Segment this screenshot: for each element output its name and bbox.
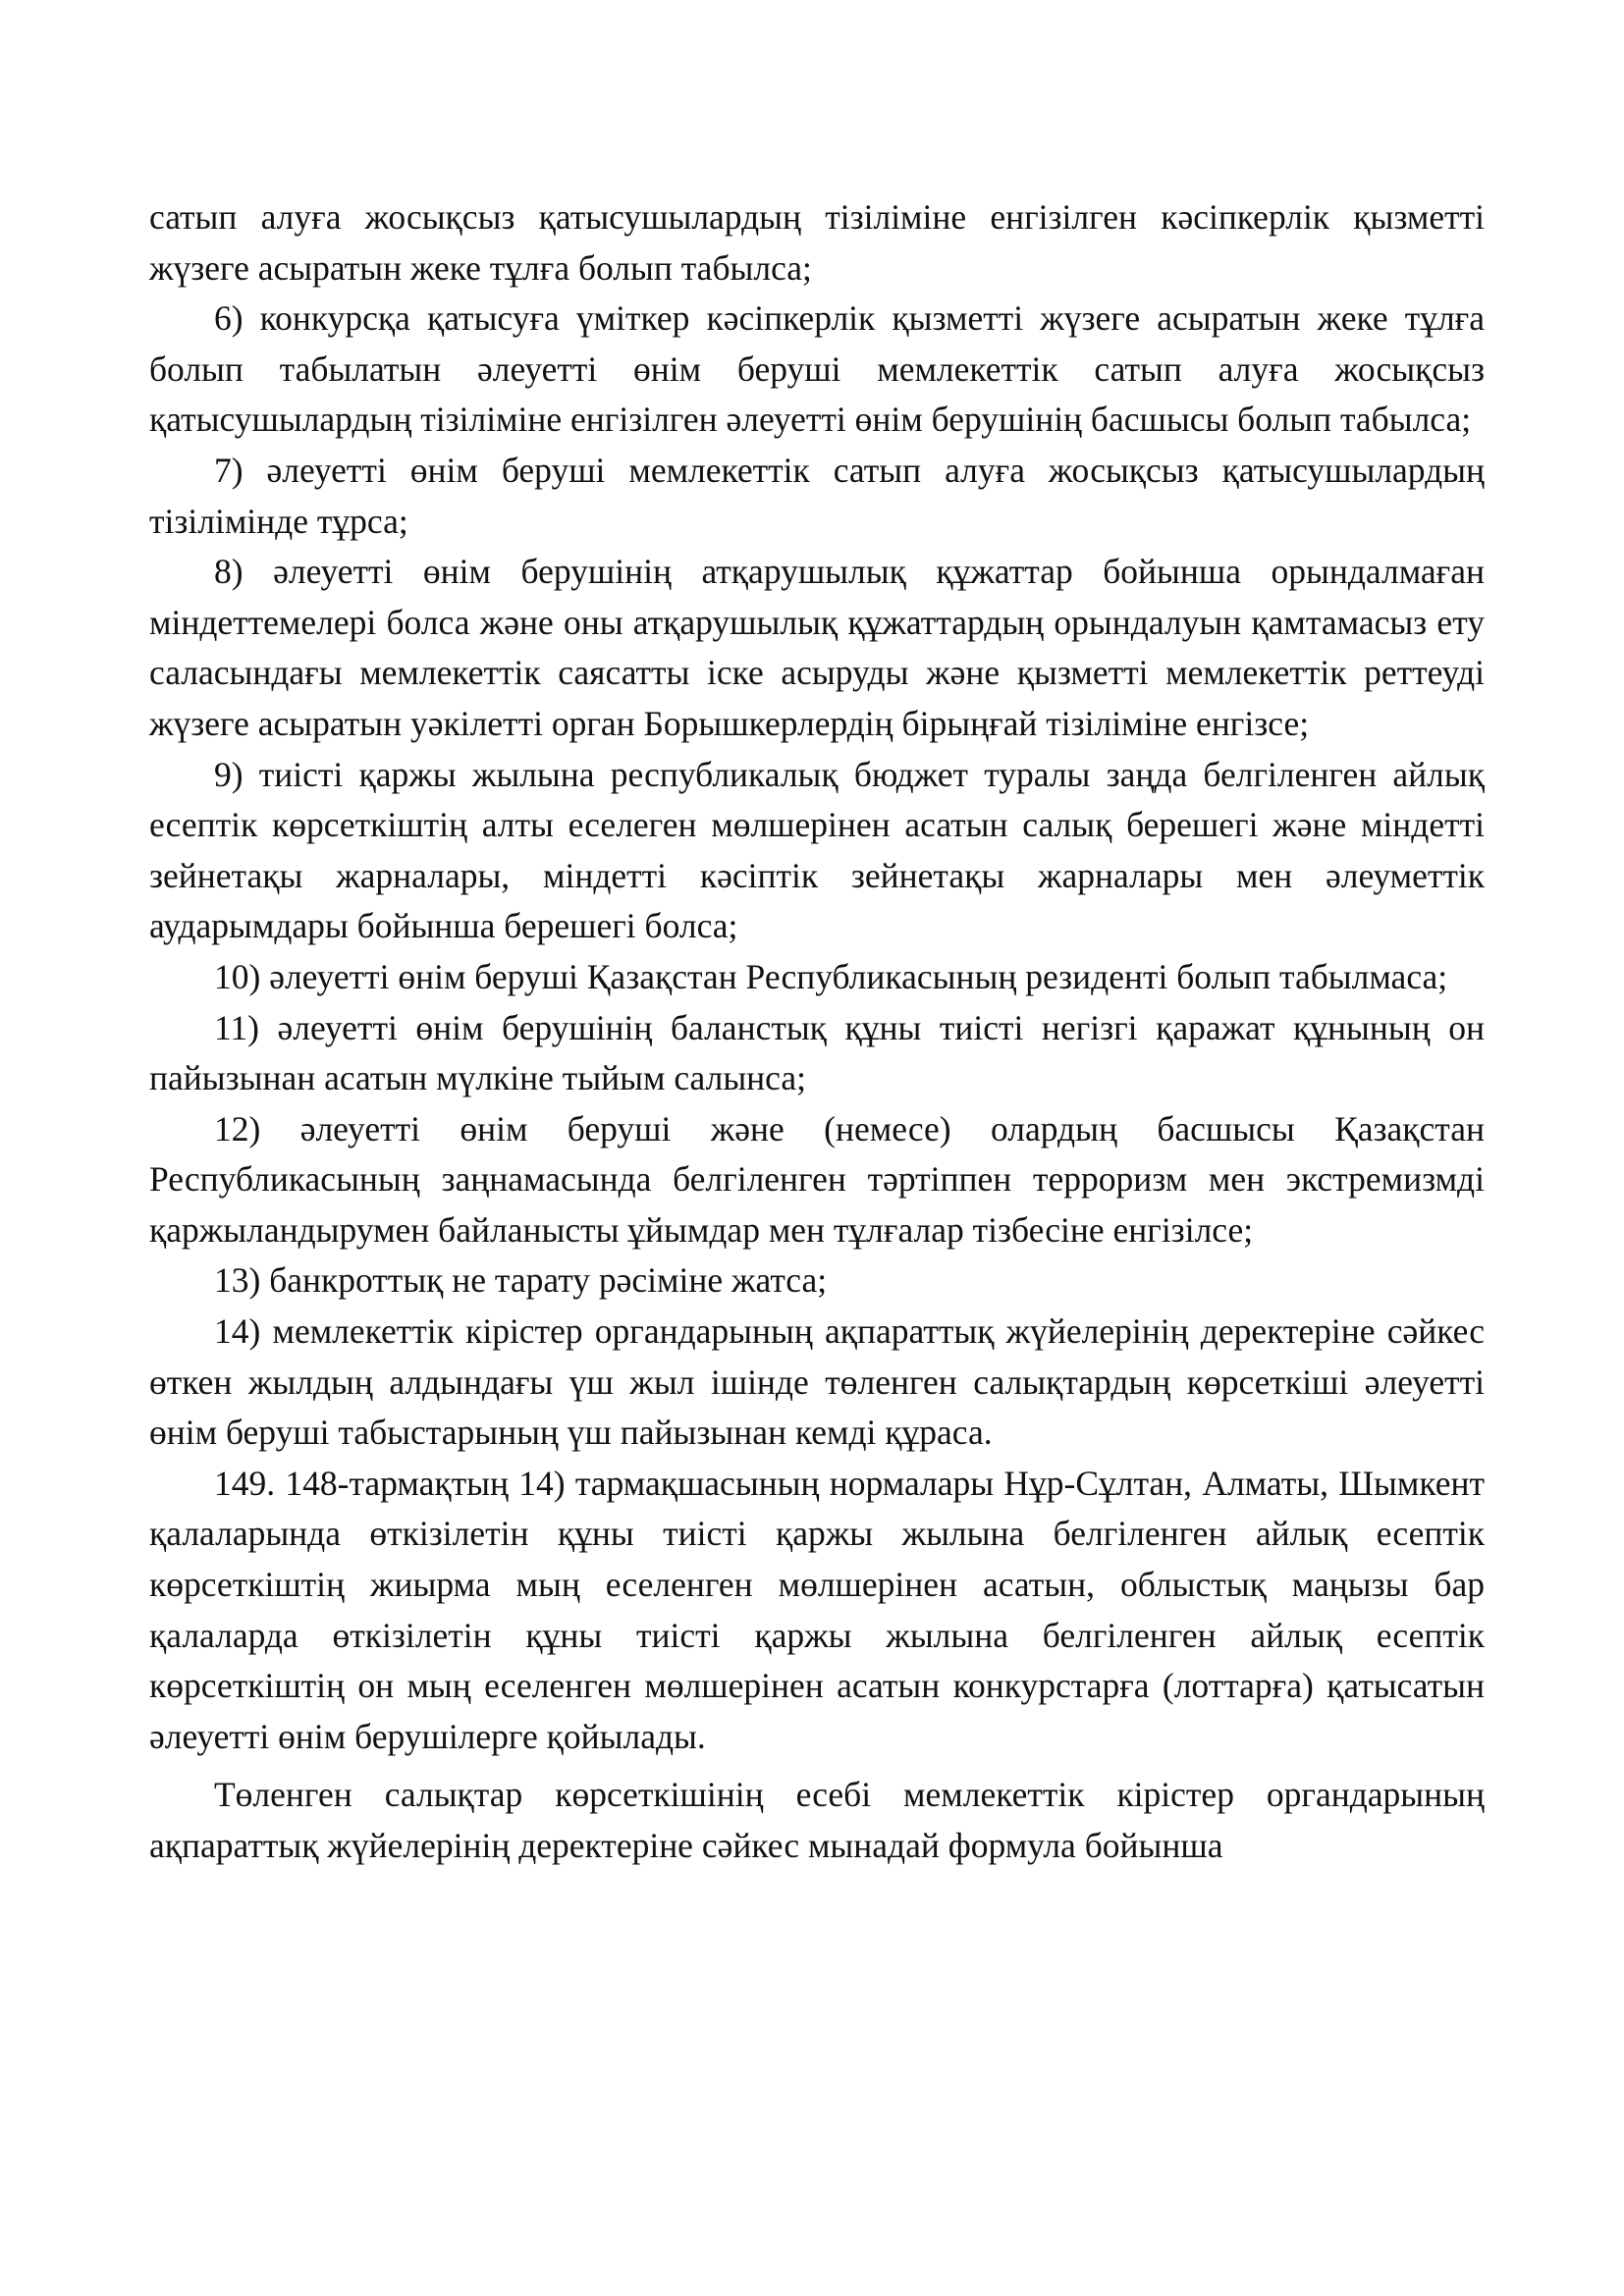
paragraph-clause-149: 149. 148-тармақтың 14) тармақшасының нормалары Нұр-Сұлтан, Алматы, Шымкент қалаларында өткізілетін құны тиісті қаржы жылына белгіленген айлық есептік көрсеткіштің жиырма мың еселенген мөлшерінен асатын, облыстық маңызы бар қалаларда өткізілетін құны тиісті қаржы жылына белгіленген айлық есептік көрсеткіштің он мың еселенген мөлшерінен асатын конкурстарға (лоттарға) қатысатын әлеуетті өнім берушілерге қойылады. [149, 1463, 1485, 1756]
paragraph-item-11: 11) әлеуетті өнім берушінің баланстық құны тиісті негізгі қаражат құнының он пайызынан асатын мүлкіне тыйым салынса; [149, 1007, 1485, 1098]
paragraph-item-6: 6) конкурсқа қатысуға үміткер кәсіпкерлік қызметті жүзеге асыратын жеке тұлға болып табылатын әлеуетті өнім беруші мемлекеттік сатып алуға жосықсыз қатысушылардың тізіліміне енгізілген әлеуетті өнім берушінің басшысы болып табылса; [149, 298, 1485, 440]
paragraph-item-12: 12) әлеуетті өнім беруші және (немесе) олардың басшысы Қазақстан Республикасының заңнамасында белгіленген тәртіппен терроризм мен экстремизмді қаржыландырумен байланысты ұйымдар мен тұлғалар тізбесіне енгізілсе; [149, 1108, 1485, 1250]
paragraph-item-9: 9) тиісті қаржы жылына республикалық бюджет туралы заңда белгіленген айлық есептік көрсеткіштің алты еселеген мөлшерінен асатын салық берешегі және міндетті зейнетақы жарналары, міндетті кәсіптік зейнетақы жарналары мен әлеуметтік аударымдары бойынша берешегі болса; [149, 754, 1485, 946]
paragraph-tax-calculation: Төленген салықтар көрсеткішінің есебі мемлекеттік кірістер органдарының ақпараттық жүйелерінің деректеріне сәйкес мынадай формула бойынша [149, 1775, 1485, 1865]
paragraph-continuation: сатып алуға жосықсыз қатысушылардың тізіліміне енгізілген кәсіпкерлік қызметті жүзеге асыратын жеке тұлға болып табылса; [149, 197, 1485, 288]
document-page [149, 192, 1485, 1872]
paragraph-item-10: 10) әлеуетті өнім беруші Қазақстан Республикасының резиденті болып табылмаса; [214, 956, 1448, 996]
paragraph-item-7: 7) әлеуетті өнім беруші мемлекеттік сатып алуға жосықсыз қатысушылардың тізілімінде тұрса; [149, 450, 1485, 541]
paragraph-item-14: 14) мемлекеттік кірістер органдарының ақпараттық жүйелерінің деректеріне сәйкес өткен жылдың алдындағы үш жыл ішінде төленген салықтардың көрсеткіші әлеуетті өнім беруші табыстарының үш пайызынан кемді құраса. [149, 1311, 1485, 1453]
paragraph-item-8: 8) әлеуетті өнім берушінің атқарушылық құжаттар бойынша орындалмаған міндеттемелері болса және оны атқарушылық құжаттардың орындалуын қамтамасыз ету саласындағы мемлекеттік саясатты іске асыруды және қызметті мемлекеттік реттеуді жүзеге асыратын уәкілетті орган Борышкерлердің бірыңғай тізіліміне енгізсе; [149, 552, 1485, 743]
paragraph-item-13: 13) банкроттық не тарату рәсіміне жатса; [214, 1260, 828, 1301]
